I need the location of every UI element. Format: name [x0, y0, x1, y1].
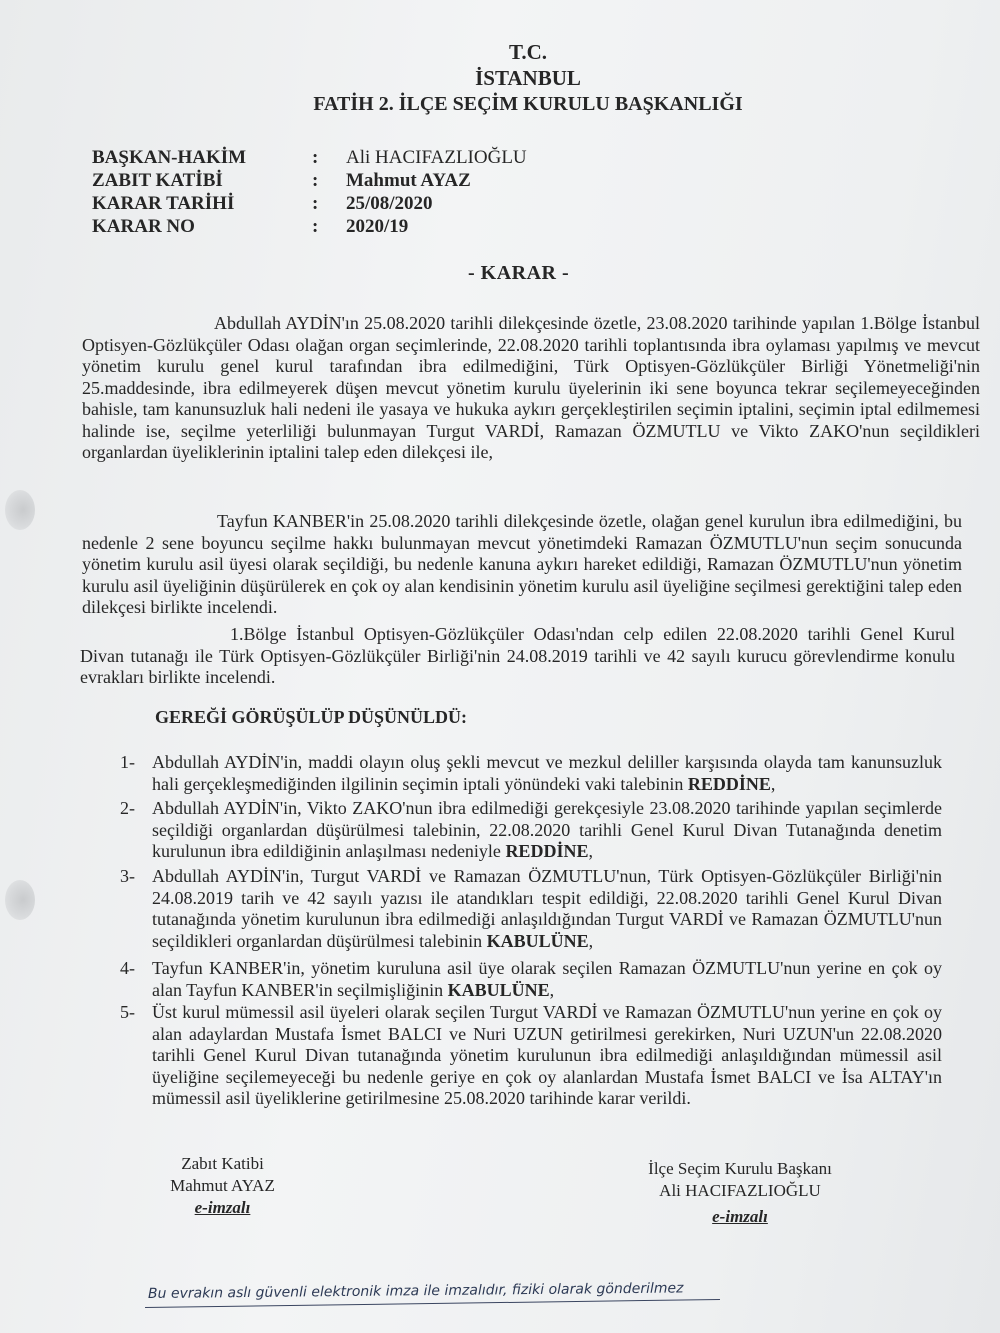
meta-row-president	[92, 146, 527, 169]
meta-colon: :	[312, 147, 319, 168]
e-signature-mark: e-imzalı	[194, 1198, 251, 1217]
signature-president	[620, 1158, 860, 1228]
meta-row-number	[92, 215, 527, 238]
header-tc: T.C.	[508, 40, 548, 64]
decision-result: KABULÜNE	[486, 930, 589, 951]
decision-number: 3-	[120, 866, 135, 886]
meta-colon: :	[312, 170, 319, 191]
paragraph-petition-kanber: Tayfun KANBER'in 25.08.2020 tarihli dilekçesinde özetle, olağan genel kurulun ibra edilmediğini, bu nedenle 2 sene boyuncu seçilme hakkı bulunmayan mevcut yönetimdeki Ramazan ÖZMUTLU'nun seçim sonucunda yönetim kurulu asil üyesi olarak seçildiği, bu nedenle kanuna aykırı hareket edildiği, Ramazan ÖZMUTLU'nun yönetim kurulu asil üyeliğinin düşürülerek en çok oy alan kendisinin yönetim kurulu asil üyeliğine seçilmesi gerektiğini talep eden dilekçesi birlikte incelendi.	[82, 511, 962, 617]
decision-text: Abdullah AYDİN'in, Turgut VARDİ ve Ramazan ÖZMUTLU'nun, Türk Optisyen-Gözlükçüler Birliği'nin 24.08.2019 tarih ve 42 sayılı yazısı ile atandıkları tespit edildiği, 22.08.2020 tarihli Genel Kurul Divan tutanağında yönetim kurulunun ibra edilmediği anlaşıldığından Turgut VARDİ ve Ramazan ÖZMUTLU'nun seçildikleri organlardan düşürülmesi talebinin KABULÜNE,	[152, 866, 942, 951]
meta-key: KARAR NO	[92, 216, 195, 237]
meta-key: BAŞKAN-HAKİM	[92, 147, 247, 168]
decision-text: Tayfun KANBER'in, yönetim kuruluna asil üye olarak seçilen Ramazan ÖZMUTLU'nun yerine en çok oy alan Tayfun KANBER'in seçilmişliğinin KABULÜNE,	[152, 958, 942, 1000]
decision-text: Abdullah AYDİN'in, Vikto ZAKO'nun ibra edilmediği gerekçesiyle 23.08.2020 tarihinde yapılan seçimlerde seçildiği organlardan düşürülmesi talebinin, 22.08.2020 tarihli Genel Kurul Divan Tutanağında denetim kurulunun ibra edildiğinin anlaşılması nedeniyle REDDİNE,	[152, 798, 942, 861]
paragraph-petition-aydin: Abdullah AYDİN'ın 25.08.2020 tarihli dilekçesinde özetle, 23.08.2020 tarihinde yapılan 1.Bölge İstanbul Optisyen-Gözlükçüler Odası olağan organ seçimlerinde, 22.08.2020 tarihli toplantısında ibra oylaması yapılmış ve mevcut yönetim kurulu genel kurul tarafından ibra edilmediğini, Türk Optisyen-Gözlükçüler Birliği Yönetmeliği'nin 25.maddesinde, ibra edilmeyerek düşen mevcut yönetim kurulu üyelerinin iki sene boyunca tekrar seçilemeyeceğinden bahisle, tam kanunsuzluk hali nedeni ile yasaya ve hukuka aykırı gerçekleştirilen seçimin iptalini, seçimin iptal edilmemesi halinde ise, seçilme yeterliliği bulunmayan Turgut VARDİ, Ramazan ÖZMUTLU ve Vikto ZAKO'nun seçildikleri organlardan üyeliklerinin iptalini talep eden dilekçesi ile,	[82, 313, 980, 462]
decision-title: - KARAR -	[468, 262, 570, 284]
meta-row-date	[92, 192, 527, 215]
signature-name: Ali HACIFAZLIOĞLU	[659, 1181, 821, 1200]
decision-number: 4-	[120, 958, 135, 978]
decision-number: 2-	[120, 798, 135, 818]
decision-number: 5-	[120, 1002, 135, 1022]
meta-key: ZABIT KATİBİ	[92, 170, 223, 191]
section-title: GEREĞİ GÖRÜŞÜLÜP DÜŞÜNÜLDÜ:	[155, 707, 468, 727]
header-authority: FATİH 2. İLÇE SEÇİM KURULU BAŞKANLIĞI	[313, 93, 743, 115]
decision-number: 1-	[120, 752, 135, 772]
signature-title: İlçe Seçim Kurulu Başkanı	[648, 1159, 832, 1178]
e-signature-mark: e-imzalı	[712, 1207, 768, 1226]
decision-metadata	[92, 146, 527, 238]
meta-key: KARAR TARİHİ	[92, 193, 235, 214]
paragraph-documents-reviewed: 1.Bölge İstanbul Optisyen-Gözlükçüler Odası'ndan celp edilen 22.08.2020 tarihli Genel Kurul Divan tutanağı ile Türk Optisyen-Gözlükçüler Birliği'nin 24.08.2019 tarihli ve 42 sayılı kurucu görevlendirme konulu evrakları birlikte incelendi.	[80, 624, 955, 687]
signature-clerk	[150, 1153, 295, 1219]
punch-hole	[5, 880, 35, 920]
meta-row-clerk	[92, 169, 527, 192]
punch-hole	[5, 490, 35, 530]
footer-note: Bu evrakın aslı güvenli elektronik imza ile imzalıdır, fiziki olarak gönderilmez	[147, 1280, 684, 1303]
decision-text: Üst kurul mümessil asil üyeleri olarak seçilen Turgut VARDİ ve Ramazan ÖZMUTLU'nun yerine en çok oy alan adaylardan Mustafa İsmet BALCI ve Nuri UZUN getirilmesi gerekirken, Nuri UZUN'un 22.08.2020 tarihli Genel Kurul Divan tutanağında yönetim kurulunun ibra edilmediği anlaşıldığından mümessil asil üyeliğine seçilemeyeceği bu nedenle geriye en çok oy alanlardan Mustafa İsmet BALCI ve İsa ALTAY'ın mümessil asil üyeliklerine getirilmesine 25.08.2020 tarihinde karar verildi.	[152, 1002, 942, 1108]
decision-result: KABULÜNE	[447, 979, 550, 1000]
meta-colon: :	[312, 193, 319, 214]
meta-value: 2020/19	[346, 216, 409, 237]
meta-value: 25/08/2020	[346, 193, 433, 214]
signature-name: Mahmut AYAZ	[170, 1176, 275, 1195]
decision-result: REDDİNE	[505, 841, 589, 861]
meta-value: Mahmut AYAZ	[346, 170, 471, 191]
signature-title: Zabıt Katibi	[181, 1154, 264, 1173]
header-city: İSTANBUL	[475, 66, 581, 90]
decision-text: Abdullah AYDİN'in, maddi olayın oluş şekli mevcut ve mezkul deliller karşısında olayda tam kanunsuzluk hali gerçekleşmediğinden ilgilinin seçimin iptali yönündeki vaki talebinin REDDİNE,	[152, 752, 942, 794]
meta-colon: :	[312, 216, 319, 237]
meta-value: Ali HACIFAZLIOĞLU	[346, 147, 527, 168]
decision-result: REDDİNE	[687, 773, 771, 794]
